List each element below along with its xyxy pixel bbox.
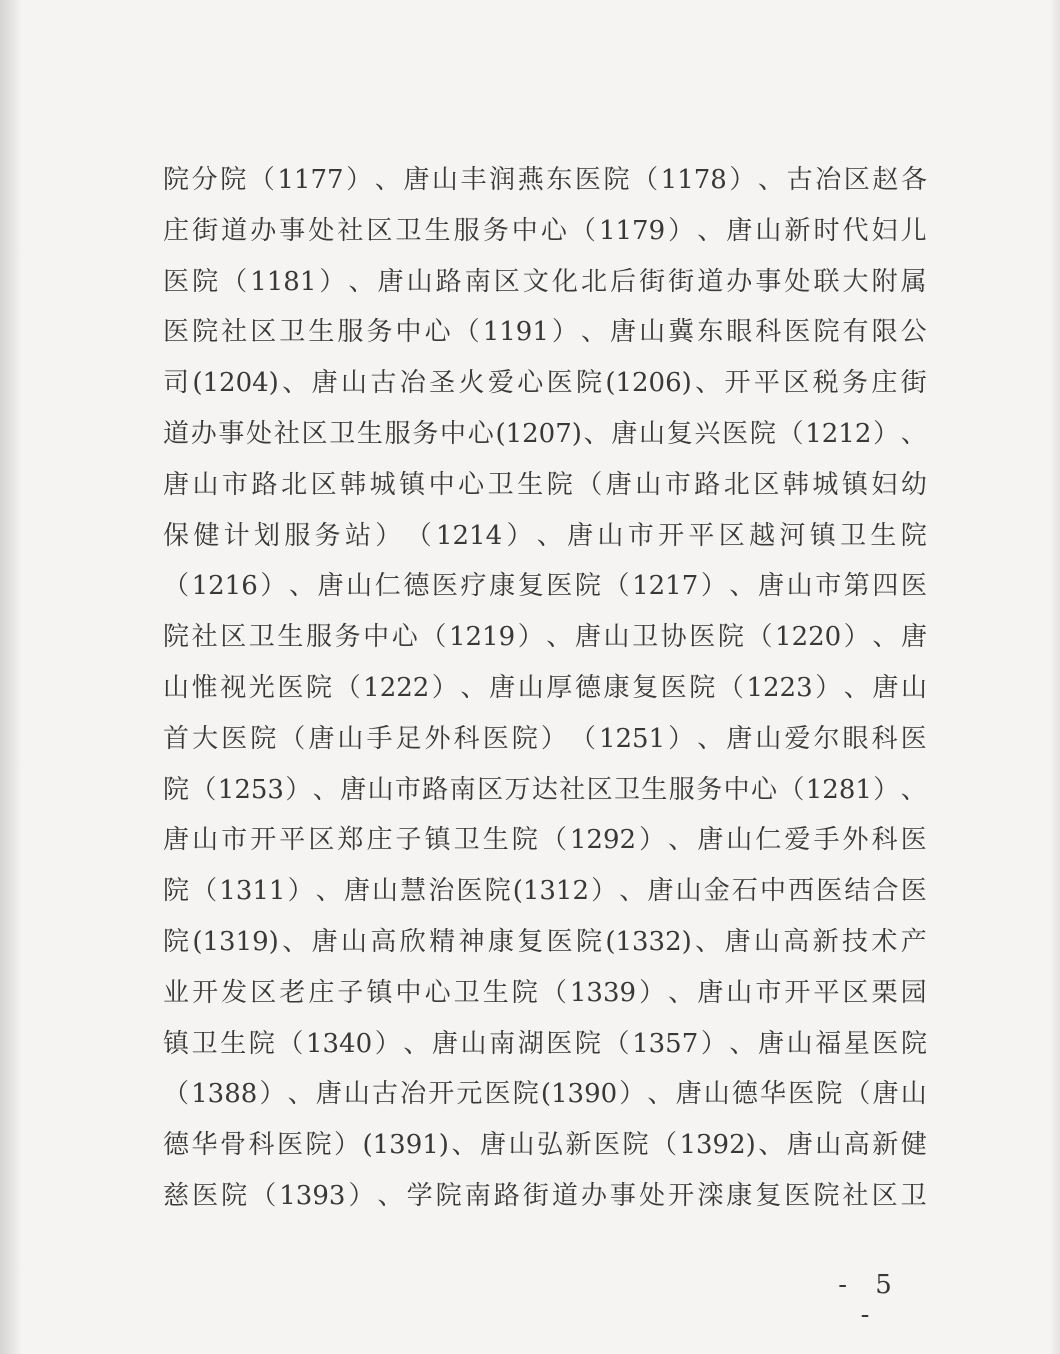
- text-line: 业 开 发 区 老 庄 子 镇 中 心 卫 生 院 （ 1339 ） 、 唐 山 市 开 平 区 栗 园: [163, 977, 927, 1008]
- text-line: 慈 医 院 （ 1393 ） 、 学 院 南 路 街 道 办 事 处 开 滦 康 复 医 院 社 区 卫: [163, 1180, 927, 1211]
- text-line: 医 院 （ 1181 ） 、 唐 山 路 南 区 文 化 北 后 街 街 道 办 事 处 联 大 附 属: [163, 266, 927, 297]
- text-line: 山 惟 视 光 医 院 （ 1222 ） 、 唐 山 厚 德 康 复 医 院 （ 1223 ） 、 唐 山: [163, 672, 927, 703]
- text-line: 庄 街 道 办 事 处 社 区 卫 生 服 务 中 心 （ 1179 ） 、 唐 山 新 时 代 妇 儿: [163, 215, 927, 246]
- text-line: 司 (1204) 、 唐 山 古 冶 圣 火 爱 心 医 院 (1206) 、 开 平 区 税 务 庄 街: [163, 368, 927, 399]
- hospital-list-text: [163, 155, 927, 1222]
- text-line: 院 分 院 （ 1177 ） 、 唐 山 丰 润 燕 东 医 院 （ 1178 ） 、 古 冶 区 赵 各: [163, 165, 927, 195]
- text-line: 院 （ 1253 ） 、 唐 山 市 路 南 区 万 达 社 区 卫 生 服 务 中 心 （ 1281 ） 、: [163, 774, 927, 805]
- page-number: - 5 -: [838, 1270, 902, 1330]
- text-line: （ 1388 ） 、 唐 山 古 冶 开 元 医 院 (1390 ） 、 唐 山 德 华 医 院 （ 唐 山: [163, 1079, 927, 1110]
- text-line: 院 社 区 卫 生 服 务 中 心 （ 1219 ） 、 唐 山 卫 协 医 院 （ 1220 ） 、 唐: [163, 622, 927, 653]
- text-line: （ 1216 ） 、 唐 山 仁 德 医 疗 康 复 医 院 （ 1217 ） 、 唐 山 市 第 四 医: [163, 571, 927, 602]
- text-line: 保 健 计 划 服 务 站 ） （ 1214 ） 、 唐 山 市 开 平 区 越 河 镇 卫 生 院: [163, 520, 927, 551]
- text-line: 唐 山 市 开 平 区 郑 庄 子 镇 卫 生 院 （ 1292 ） 、 唐 山 仁 爱 手 外 科 医: [163, 825, 927, 856]
- text-line: 医 院 社 区 卫 生 服 务 中 心 （ 1191 ） 、 唐 山 冀 东 眼 科 医 院 有 限 公: [163, 317, 927, 348]
- text-line: 院 （ 1311 ） 、 唐 山 慧 治 医 院 (1312 ） 、 唐 山 金 石 中 西 医 结 合 医: [163, 876, 927, 907]
- text-line: 院 (1319) 、 唐 山 高 欣 精 神 康 复 医 院 (1332) 、 唐 山 高 新 技 术 产: [163, 926, 927, 957]
- text-line: 德 华 骨 科 医 院 ） (1391) 、 唐 山 弘 新 医 院 （ 1392) 、 唐 山 高 新 健: [163, 1130, 927, 1161]
- text-line: 唐 山 市 路 北 区 韩 城 镇 中 心 卫 生 院 （ 唐 山 市 路 北 区 韩 城 镇 妇 幼: [163, 469, 927, 500]
- text-line: 首 大 医 院 （ 唐 山 手 足 外 科 医 院 ） （ 1251 ） 、 唐 山 爱 尔 眼 科 医: [163, 723, 927, 754]
- text-line: 镇 卫 生 院 （ 1340 ） 、 唐 山 南 湖 医 院 （ 1357 ） 、 唐 山 福 星 医 院: [163, 1028, 927, 1059]
- text-line: 道 办 事 处 社 区 卫 生 服 务 中 心 (1207) 、 唐 山 复 兴 医 院 （ 1212 ） 、: [163, 418, 927, 449]
